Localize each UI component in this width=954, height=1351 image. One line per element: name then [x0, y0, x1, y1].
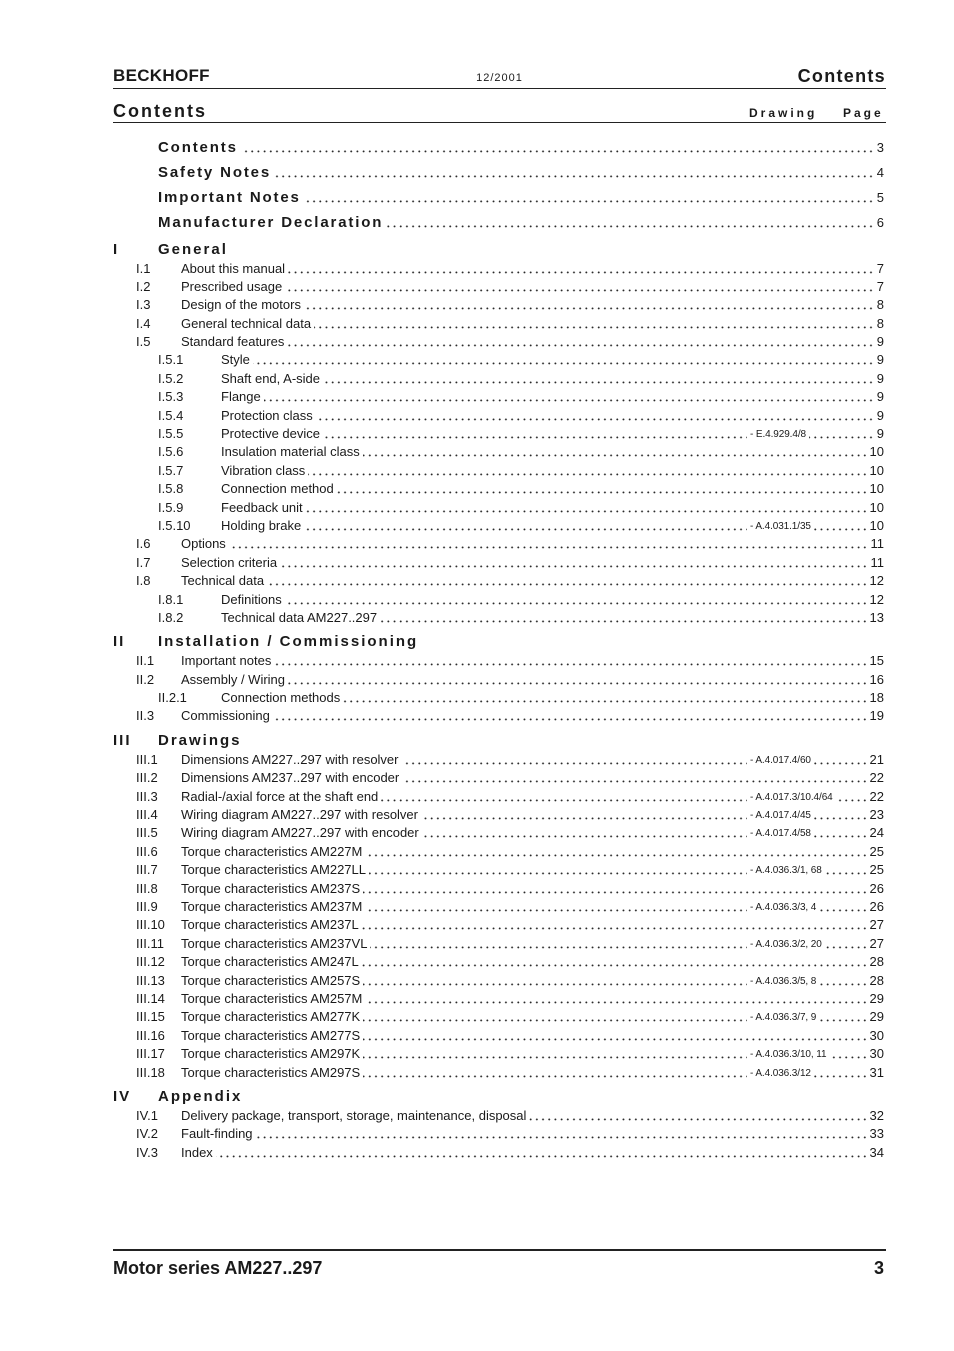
front-matter-entry [113, 160, 886, 185]
entry-title: Standard features [181, 333, 287, 351]
page-number: 12 [867, 572, 884, 590]
entry-number: III.7 [136, 861, 181, 879]
entry-title: Technical data AM227..297 [221, 609, 380, 627]
drawing-reference: - A.4.036.3/5, 8 [747, 973, 819, 991]
entry-number: IV.1 [136, 1107, 181, 1125]
entry-number: III.12 [136, 953, 181, 971]
page-number: 22 [867, 769, 884, 787]
chapter-heading [113, 1086, 886, 1107]
entry-number: IV.2 [136, 1125, 181, 1143]
toc-entry [113, 861, 886, 879]
entry-number: III.5 [136, 824, 181, 842]
toc-entry [113, 898, 886, 916]
page-number: 9 [874, 388, 884, 406]
entry-title: Protection class [221, 407, 316, 425]
entry-title: Protective device [221, 425, 323, 443]
toc-entry [113, 824, 886, 842]
entry-number: III.1 [136, 751, 181, 769]
toc-subentry [113, 499, 886, 517]
toc-entry [113, 1008, 886, 1026]
entry-number: I.5.4 [158, 407, 221, 425]
drawing-reference: - A.4.017.4/60 [747, 752, 814, 770]
toc-entry [113, 751, 886, 769]
entry-number: III.2 [136, 769, 181, 787]
toc-entry [113, 260, 886, 278]
entry-number: II.2.1 [158, 689, 221, 707]
entry-number: III.17 [136, 1045, 181, 1063]
drawing-column-label: Drawing [749, 106, 818, 120]
entry-number: III.14 [136, 990, 181, 1008]
table-of-contents [113, 135, 886, 1163]
front-matter-entry [113, 135, 886, 160]
entry-number: I.5 [136, 333, 181, 351]
entry-title: Important Notes [158, 185, 304, 210]
entry-title: Shaft end, A-side [221, 370, 323, 388]
drawing-reference: - A.4.017.4/58 [747, 825, 814, 843]
chapter-title: Installation / Commissioning [158, 633, 419, 651]
drawing-reference: - A.4.017.4/45 [747, 807, 814, 825]
page-number: 28 [867, 972, 884, 990]
entry-title: Torque characteristics AM237M [181, 898, 365, 916]
toc-entry [113, 1027, 886, 1045]
entry-number: III.6 [136, 843, 181, 861]
page-number: 10 [867, 517, 884, 535]
entry-title: Torque characteristics AM237L [181, 916, 362, 934]
toc-entry [113, 296, 886, 314]
toc-subentry [113, 351, 886, 369]
page-number: 18 [867, 689, 884, 707]
page-number: 15 [867, 652, 884, 670]
entry-number: I.8.2 [158, 609, 221, 627]
drawing-reference: - A.4.036.3/2, 20 [747, 936, 825, 954]
toc-entry [113, 1045, 886, 1063]
chapter-heading [113, 239, 886, 260]
entry-title: Feedback unit [221, 499, 306, 517]
page-footer [113, 1257, 886, 1279]
entry-number: I.5.3 [158, 388, 221, 406]
toc-entry [113, 972, 886, 990]
page-number: 13 [867, 609, 884, 627]
entry-title: Flange [221, 388, 264, 406]
toc-subentry [113, 462, 886, 480]
toc-entry [113, 1144, 886, 1162]
entry-number: IV.3 [136, 1144, 181, 1162]
toc-subentry [113, 370, 886, 388]
entry-title: Technical data [181, 572, 267, 590]
page-number: 10 [867, 499, 884, 517]
toc-entry [113, 806, 886, 824]
toc-entry [113, 935, 886, 953]
entry-title: Torque characteristics AM227M [181, 843, 365, 861]
entry-title: Torque characteristics AM247L [181, 953, 362, 971]
front-matter-entry [113, 210, 886, 235]
entry-title: Definitions [221, 591, 285, 609]
page-number: 9 [874, 351, 884, 369]
toc-entry [113, 769, 886, 787]
entry-title: Torque characteristics AM277S [181, 1027, 363, 1045]
entry-title: Torque characteristics AM237VL [181, 935, 370, 953]
entry-number: I.5.9 [158, 499, 221, 517]
page-number: 21 [867, 751, 884, 769]
toc-entry [113, 554, 886, 572]
entry-title: Safety Notes [158, 160, 274, 185]
entry-number: I.5.1 [158, 351, 221, 369]
entry-number: III.15 [136, 1008, 181, 1026]
entry-number: I.6 [136, 535, 181, 553]
entry-title: Options [181, 535, 229, 553]
entry-number: III.9 [136, 898, 181, 916]
toc-entry [113, 1064, 886, 1082]
footer-rule [113, 1249, 886, 1251]
page-number: 25 [867, 861, 884, 879]
chapter-heading [113, 730, 886, 751]
entry-title: Delivery package, transport, storage, maintenance, disposal [181, 1107, 529, 1125]
entry-title: Important notes [181, 652, 274, 670]
drawing-reference: - A.4.036.3/1, 68 [747, 862, 825, 880]
page-number: 12 [867, 591, 884, 609]
entry-title: About this manual [181, 260, 288, 278]
entry-title: Index [181, 1144, 216, 1162]
document-date: 12/2001 [476, 72, 523, 84]
drawing-reference: - A.4.036.3/3, 4 [747, 899, 819, 917]
toc-entry [113, 990, 886, 1008]
toc-subentry [113, 443, 886, 461]
drawing-reference: - A.4.036.3/7, 9 [747, 1009, 819, 1027]
entry-number: I.4 [136, 315, 181, 333]
page-number: 8 [874, 315, 884, 333]
toc-entry [113, 535, 886, 553]
drawing-reference: - E.4.929.4/8 [747, 426, 809, 444]
page-number: 26 [867, 898, 884, 916]
toc-subentry [113, 591, 886, 609]
toc-subentry [113, 425, 886, 443]
toc-subentry [113, 609, 886, 627]
drawing-reference: - A.4.031.1/35 [747, 518, 814, 536]
page-number: 30 [867, 1027, 884, 1045]
entry-number: II.3 [136, 707, 181, 725]
toc-entry [113, 880, 886, 898]
entry-number: II.2 [136, 671, 181, 689]
entry-title: Wiring diagram AM227..297 with resolver [181, 806, 421, 824]
entry-title: Commissioning [181, 707, 273, 725]
toc-subentry [113, 407, 886, 425]
page-number: 27 [867, 935, 884, 953]
entry-title: Radial-/axial force at the shaft end [181, 788, 381, 806]
toc-entry [113, 652, 886, 670]
entry-title: Style [221, 351, 253, 369]
page-number: 4 [874, 160, 884, 185]
entry-title: Holding brake [221, 517, 304, 535]
page-number: 9 [874, 407, 884, 425]
page-number: 11 [868, 535, 885, 553]
page-number: 9 [874, 370, 884, 388]
page-number: 26 [867, 880, 884, 898]
entry-number: III.11 [136, 935, 181, 953]
entry-number: I.5.5 [158, 425, 221, 443]
entry-title: Contents [158, 135, 241, 160]
page-number: 10 [867, 462, 884, 480]
entry-number: III.16 [136, 1027, 181, 1045]
page-number: 22 [867, 788, 884, 806]
entry-title: Connection method [221, 480, 337, 498]
entry-number: I.3 [136, 296, 181, 314]
entry-title: Torque characteristics AM257M [181, 990, 365, 1008]
page-number: 10 [867, 480, 884, 498]
page-number: 8 [874, 296, 884, 314]
front-matter-list [113, 135, 886, 235]
entry-title: Torque characteristics AM277K [181, 1008, 363, 1026]
page-number: 33 [867, 1125, 884, 1143]
brand-logo: BECKHOFF [113, 66, 210, 85]
entry-number: III.10 [136, 916, 181, 934]
page-number: 23 [867, 806, 884, 824]
entry-number: III.3 [136, 788, 181, 806]
chapter-number: II [113, 633, 126, 651]
page-number: 11 [868, 554, 885, 572]
toc-entry [113, 315, 886, 333]
page-number: 28 [867, 953, 884, 971]
toc-entry [113, 843, 886, 861]
chapter-heading [113, 631, 886, 652]
page-number: 31 [867, 1064, 884, 1082]
entry-number: III.4 [136, 806, 181, 824]
page-number: 9 [874, 425, 884, 443]
front-matter-entry [113, 185, 886, 210]
page-number: 16 [867, 671, 884, 689]
page-number: 27 [867, 916, 884, 934]
entry-title: Insulation material class [221, 443, 363, 461]
page-number: 6 [874, 210, 884, 235]
toc-entry [113, 916, 886, 934]
section-title: Contents [797, 66, 886, 86]
page-number: 30 [867, 1045, 884, 1063]
entry-title: Dimensions AM227..297 with resolver [181, 751, 402, 769]
footer-title: Motor series AM227..297 [113, 1258, 323, 1278]
entry-title: General technical data [181, 315, 314, 333]
toc-entry [113, 333, 886, 351]
toc-entry [113, 572, 886, 590]
entry-title: Prescribed usage [181, 278, 285, 296]
entry-number: I.2 [136, 278, 181, 296]
page-header [113, 66, 886, 89]
toc-title: Contents [113, 101, 207, 121]
entry-number: I.5.2 [158, 370, 221, 388]
drawing-reference: - A.4.017.3/10.4/64 [747, 789, 836, 807]
drawing-reference: - A.4.036.3/10, 11 [747, 1046, 829, 1064]
page-number: 25 [867, 843, 884, 861]
drawing-reference: - A.4.036.3/12 [747, 1065, 814, 1083]
entry-title: Torque characteristics AM237S [181, 880, 363, 898]
entry-title: Torque characteristics AM257S [181, 972, 363, 990]
page-number: 3 [874, 135, 884, 160]
page-number: 24 [867, 824, 884, 842]
chapter-title: General [158, 240, 228, 258]
entry-number: I.5.6 [158, 443, 221, 461]
toc-subentry [113, 517, 886, 535]
toc-entry [113, 278, 886, 296]
entry-number: I.1 [136, 260, 181, 278]
chapter-number: III [113, 731, 132, 749]
toc-entry [113, 1125, 886, 1143]
page-number: 19 [867, 707, 884, 725]
entry-number: III.18 [136, 1064, 181, 1082]
page-number: 7 [874, 278, 884, 296]
footer-page-number: 3 [873, 1258, 884, 1278]
page-number: 10 [867, 443, 884, 461]
chapter-title: Drawings [158, 731, 242, 749]
entry-title: Dimensions AM237..297 with encoder [181, 769, 402, 787]
entry-number: II.1 [136, 652, 181, 670]
entry-number: I.5.7 [158, 462, 221, 480]
entry-title: Fault-finding [181, 1125, 256, 1143]
toc-subentry [113, 480, 886, 498]
page-number: 32 [867, 1107, 884, 1125]
page-number: 5 [874, 185, 884, 210]
chapter-title: Appendix [158, 1087, 243, 1105]
chapter-list [113, 239, 886, 1163]
entry-title: Torque characteristics AM297S [181, 1064, 363, 1082]
toc-entry [113, 953, 886, 971]
chapter-number: IV [113, 1087, 132, 1105]
entry-number: I.7 [136, 554, 181, 572]
entry-title: Torque characteristics AM227LL [181, 861, 369, 879]
page-number: 7 [874, 260, 884, 278]
entry-title: Manufacturer Declaration [158, 210, 386, 235]
page-number: 9 [874, 333, 884, 351]
toc-entry [113, 788, 886, 806]
toc-entry [113, 671, 886, 689]
toc-entry [113, 707, 886, 725]
entry-title: Torque characteristics AM297K [181, 1045, 363, 1063]
page-number: 34 [867, 1144, 884, 1162]
entry-title: Wiring diagram AM227..297 with encoder [181, 824, 422, 842]
entry-number: III.8 [136, 880, 181, 898]
entry-number: III.13 [136, 972, 181, 990]
entry-title: Vibration class [221, 462, 308, 480]
toc-heading [113, 101, 886, 123]
chapter-number: I [113, 240, 120, 258]
entry-number: I.8 [136, 572, 181, 590]
entry-number: I.5.8 [158, 480, 221, 498]
entry-title: Selection criteria [181, 554, 280, 572]
page-number: 29 [867, 990, 884, 1008]
entry-title: Design of the motors [181, 296, 304, 314]
page-number: 29 [867, 1008, 884, 1026]
entry-number: I.8.1 [158, 591, 221, 609]
toc-subentry [113, 388, 886, 406]
entry-number: I.5.10 [158, 517, 221, 535]
toc-subentry [113, 689, 886, 707]
page-column-label: Page [843, 106, 884, 120]
toc-entry [113, 1107, 886, 1125]
entry-title: Assembly / Wiring [181, 671, 288, 689]
entry-title: Connection methods [221, 689, 343, 707]
